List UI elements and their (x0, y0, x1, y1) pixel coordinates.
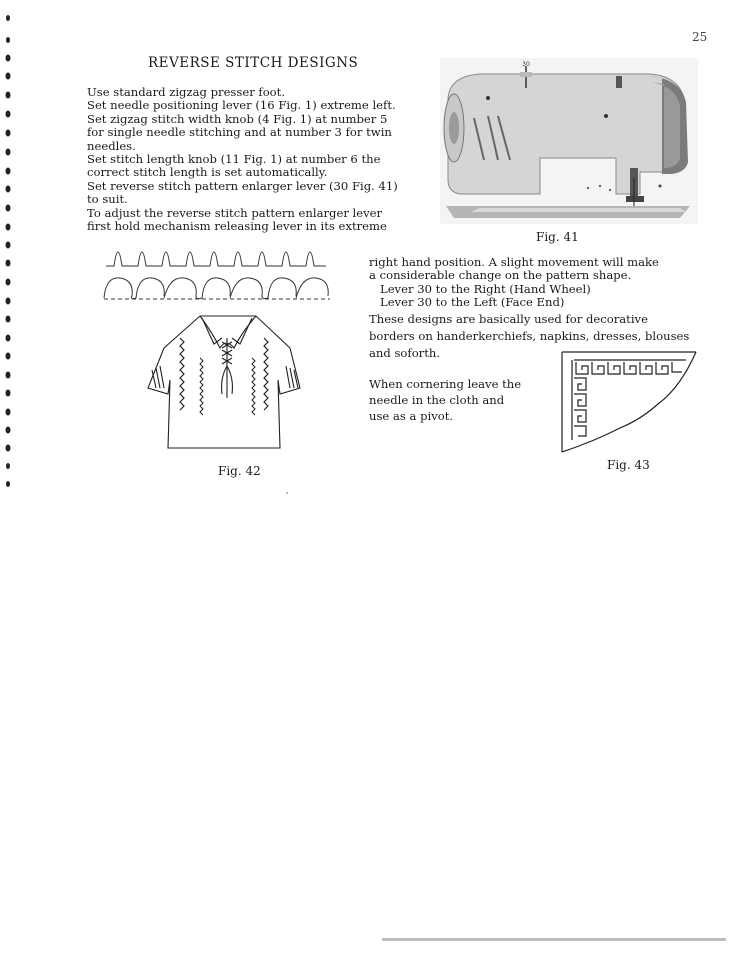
text-line: correct stitch length is set automatically. (87, 165, 328, 180)
sewing-machine-photo (440, 58, 698, 224)
fig41-caption: Fig. 41 (536, 230, 579, 244)
text-line: To adjust the reverse stitch pattern enlarger lever (87, 205, 383, 220)
instructions-right-column (369, 256, 699, 362)
text-line: right hand position. A slight movement will make (369, 255, 659, 269)
cornering-note (369, 376, 521, 424)
text-line: for single needle stitching and at number 3 for twin (87, 125, 392, 140)
text-line: Set reverse stitch pattern enlarger lever (30 Fig. 41) (87, 178, 398, 193)
text-line: Use standard zigzag presser foot. (87, 85, 286, 99)
page-number: 25 (692, 30, 708, 44)
binding-holes (0, 0, 24, 500)
text-line: When cornering leave the (369, 377, 522, 391)
instructions-left-column (87, 86, 417, 233)
bottom-scan-edge (382, 938, 726, 941)
stitch-pattern-illustration (100, 236, 340, 306)
text-line: borders on handerkerchiefs, napkins, dresses, blouses (369, 328, 690, 343)
text-line: to suit. (87, 192, 128, 207)
lever-right-line: Lever 30 to the Right (Hand Wheel) (380, 281, 591, 296)
text-line: needles. (87, 138, 136, 153)
text-line: Set needle positioning lever (16 Fig. 1) extreme left. (87, 98, 396, 113)
text-line: use as a pivot. (369, 409, 454, 423)
section-heading: REVERSE STITCH DESIGNS (148, 55, 359, 71)
text-line: a considerable change on the pattern shape. (369, 268, 632, 283)
text-line: needle in the cloth and (369, 393, 505, 407)
text-line: and soforth. (369, 345, 441, 360)
corner-pattern-illustration (560, 348, 700, 456)
fig42-caption: Fig. 42 (218, 464, 261, 478)
text-line: These designs are basically used for decorative (369, 311, 648, 326)
text-line: Set stitch length knob (11 Fig. 1) at number 6 the (87, 152, 381, 167)
lever-left-line: Lever 30 to the Left (Face End) (380, 295, 565, 310)
speck (286, 492, 288, 494)
lever-label: 30 (522, 61, 530, 68)
text-line: Set zigzag stitch width knob (4 Fig. 1) at number 5 (87, 111, 388, 126)
text-line: first hold mechanism releasing lever in its extreme (87, 219, 387, 234)
blouse-illustration (140, 308, 315, 460)
fig43-caption: Fig. 43 (607, 458, 650, 472)
